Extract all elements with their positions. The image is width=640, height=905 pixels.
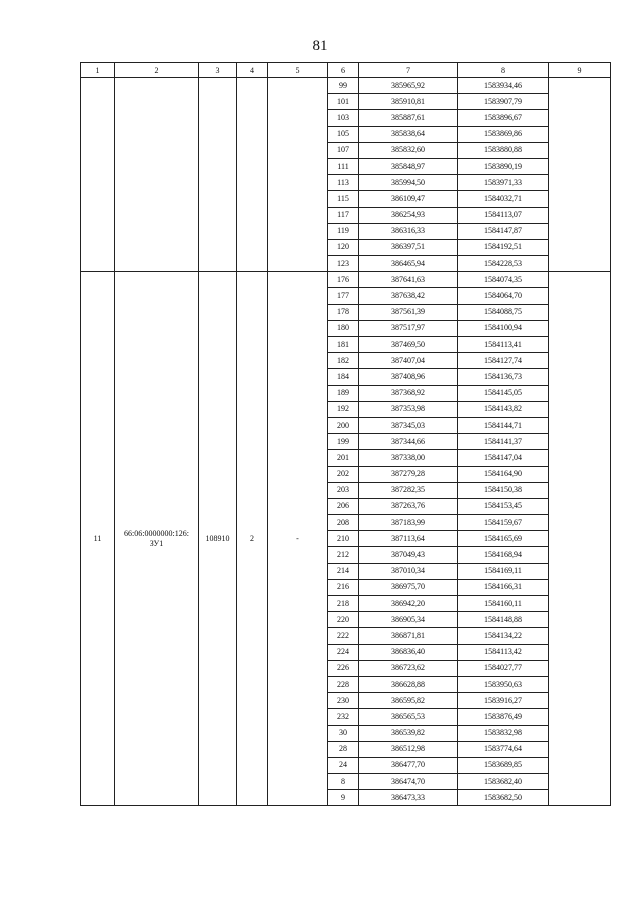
point-number-cell: 182 xyxy=(328,353,359,369)
coordinate-y-cell: 1584147,87 xyxy=(458,223,549,239)
coordinate-y-cell: 1584064,70 xyxy=(458,288,549,304)
coordinate-y-cell: 1583950,63 xyxy=(458,676,549,692)
coordinate-y-cell: 1584136,73 xyxy=(458,369,549,385)
point-number-cell: 99 xyxy=(328,78,359,94)
coordinate-y-cell: 1583869,86 xyxy=(458,126,549,142)
coordinate-y-cell: 1583876,49 xyxy=(458,709,549,725)
coordinate-y-cell: 1584228,53 xyxy=(458,256,549,272)
column-header-7: 7 xyxy=(359,63,458,78)
point-number-cell: 200 xyxy=(328,417,359,433)
coordinate-x-cell: 386565,53 xyxy=(359,709,458,725)
coordinate-x-cell: 386465,94 xyxy=(359,256,458,272)
point-number-cell: 199 xyxy=(328,434,359,450)
coordinate-y-cell: 1584074,35 xyxy=(458,272,549,288)
point-number-cell: 24 xyxy=(328,757,359,773)
coordinate-x-cell: 386871,81 xyxy=(359,628,458,644)
coordinate-x-cell: 387561,39 xyxy=(359,304,458,320)
coordinate-x-cell: 387517,97 xyxy=(359,320,458,336)
coordinate-x-cell: 386595,82 xyxy=(359,693,458,709)
column-9-cell xyxy=(549,272,611,806)
point-number-cell: 123 xyxy=(328,256,359,272)
point-number-cell: 9 xyxy=(328,790,359,806)
point-number-cell: 192 xyxy=(328,401,359,417)
column-header-6: 6 xyxy=(328,63,359,78)
coordinate-x-cell: 387010,34 xyxy=(359,563,458,579)
point-number-cell: 119 xyxy=(328,223,359,239)
coordinate-x-cell: 387263,76 xyxy=(359,498,458,514)
coordinate-y-cell: 1584032,71 xyxy=(458,191,549,207)
coordinate-y-cell: 1584169,11 xyxy=(458,563,549,579)
point-number-cell: 202 xyxy=(328,466,359,482)
coordinate-x-cell: 386539,82 xyxy=(359,725,458,741)
coordinate-y-cell: 1584164,90 xyxy=(458,466,549,482)
point-number-cell: 180 xyxy=(328,320,359,336)
point-number-cell: 107 xyxy=(328,142,359,158)
point-number-cell: 208 xyxy=(328,515,359,531)
point-number-cell: 177 xyxy=(328,288,359,304)
point-number-cell: 218 xyxy=(328,596,359,612)
coordinate-x-cell: 386942,20 xyxy=(359,596,458,612)
coordinate-x-cell: 385832,60 xyxy=(359,142,458,158)
point-number-cell: 28 xyxy=(328,741,359,757)
coordinate-y-cell: 1584192,51 xyxy=(458,239,549,255)
coordinate-x-cell: 387345,03 xyxy=(359,417,458,433)
coordinate-y-cell: 1584165,69 xyxy=(458,531,549,547)
coordinate-y-cell: 1583907,79 xyxy=(458,94,549,110)
page-number: 81 xyxy=(312,38,328,54)
coordinate-x-cell: 385910,81 xyxy=(359,94,458,110)
coordinate-y-cell: 1584141,37 xyxy=(458,434,549,450)
coordinates-table xyxy=(80,62,611,806)
coordinate-x-cell: 385994,50 xyxy=(359,175,458,191)
point-number-cell: 111 xyxy=(328,158,359,174)
coordinate-x-cell: 387407,04 xyxy=(359,353,458,369)
coordinate-x-cell: 386473,33 xyxy=(359,790,458,806)
coordinate-x-cell: 387344,66 xyxy=(359,434,458,450)
column-4-cell: 2 xyxy=(237,272,268,806)
coordinate-y-cell: 1583890,19 xyxy=(458,158,549,174)
coordinate-y-cell: 1584160,11 xyxy=(458,596,549,612)
coordinate-y-cell: 1584168,94 xyxy=(458,547,549,563)
coordinate-y-cell: 1584147,04 xyxy=(458,450,549,466)
coordinate-y-cell: 1583689,85 xyxy=(458,757,549,773)
coordinate-x-cell: 386512,98 xyxy=(359,741,458,757)
coordinate-y-cell: 1584145,05 xyxy=(458,385,549,401)
coordinate-x-cell: 387641,63 xyxy=(359,272,458,288)
coordinate-y-cell: 1584166,31 xyxy=(458,579,549,595)
row-number-cell: 11 xyxy=(81,272,115,806)
coordinate-x-cell: 387338,00 xyxy=(359,450,458,466)
coordinate-y-cell: 1583934,46 xyxy=(458,78,549,94)
column-4-cell xyxy=(237,78,268,272)
column-header-3: 3 xyxy=(199,63,237,78)
table-row xyxy=(81,78,611,94)
coordinate-x-cell: 387049,43 xyxy=(359,547,458,563)
coordinate-x-cell: 387113,64 xyxy=(359,531,458,547)
point-number-cell: 120 xyxy=(328,239,359,255)
coordinate-y-cell: 1584144,71 xyxy=(458,417,549,433)
point-number-cell: 206 xyxy=(328,498,359,514)
coordinate-y-cell: 1583896,67 xyxy=(458,110,549,126)
coordinate-y-cell: 1583682,50 xyxy=(458,790,549,806)
coordinate-x-cell: 386836,40 xyxy=(359,644,458,660)
coordinate-y-cell: 1584143,82 xyxy=(458,401,549,417)
coordinate-x-cell: 387282,35 xyxy=(359,482,458,498)
coordinate-y-cell: 1583971,33 xyxy=(458,175,549,191)
coordinate-y-cell: 1584127,74 xyxy=(458,353,549,369)
point-number-cell: 210 xyxy=(328,531,359,547)
coordinate-x-cell: 386397,51 xyxy=(359,239,458,255)
coordinate-x-cell: 385965,92 xyxy=(359,78,458,94)
table-row xyxy=(81,272,611,288)
column-header-2: 2 xyxy=(115,63,199,78)
point-number-cell: 105 xyxy=(328,126,359,142)
point-number-cell: 101 xyxy=(328,94,359,110)
coordinate-x-cell: 385848,97 xyxy=(359,158,458,174)
column-header-9: 9 xyxy=(549,63,611,78)
coordinate-y-cell: 1584159,67 xyxy=(458,515,549,531)
coordinate-y-cell: 1583880,88 xyxy=(458,142,549,158)
point-number-cell: 30 xyxy=(328,725,359,741)
cadastral-number-cell: 66:06:0000000:126: ЗУ1 xyxy=(115,272,199,806)
point-number-cell: 184 xyxy=(328,369,359,385)
column-header-4: 4 xyxy=(237,63,268,78)
header-row xyxy=(81,63,611,78)
column-header-1: 1 xyxy=(81,63,115,78)
column-5-cell xyxy=(268,78,328,272)
coordinate-y-cell: 1584148,88 xyxy=(458,612,549,628)
column-header-5: 5 xyxy=(268,63,328,78)
coordinate-y-cell: 1583832,98 xyxy=(458,725,549,741)
coordinate-y-cell: 1584027,77 xyxy=(458,660,549,676)
coordinate-x-cell: 387368,92 xyxy=(359,385,458,401)
point-number-cell: 176 xyxy=(328,272,359,288)
point-number-cell: 216 xyxy=(328,579,359,595)
coordinate-x-cell: 386628,88 xyxy=(359,676,458,692)
point-number-cell: 212 xyxy=(328,547,359,563)
point-number-cell: 115 xyxy=(328,191,359,207)
area-cell: 108910 xyxy=(199,272,237,806)
coordinate-x-cell: 387469,50 xyxy=(359,337,458,353)
coordinate-x-cell: 385887,61 xyxy=(359,110,458,126)
coordinate-x-cell: 386723,62 xyxy=(359,660,458,676)
point-number-cell: 232 xyxy=(328,709,359,725)
point-number-cell: 113 xyxy=(328,175,359,191)
point-number-cell: 222 xyxy=(328,628,359,644)
area-cell xyxy=(199,78,237,272)
coordinate-x-cell: 386975,70 xyxy=(359,579,458,595)
point-number-cell: 181 xyxy=(328,337,359,353)
coordinate-y-cell: 1584113,42 xyxy=(458,644,549,660)
point-number-cell: 226 xyxy=(328,660,359,676)
coordinate-y-cell: 1583916,27 xyxy=(458,693,549,709)
point-number-cell: 178 xyxy=(328,304,359,320)
point-number-cell: 8 xyxy=(328,774,359,790)
row-number-cell xyxy=(81,78,115,272)
point-number-cell: 103 xyxy=(328,110,359,126)
coordinate-y-cell: 1584153,45 xyxy=(458,498,549,514)
coordinate-x-cell: 386477,70 xyxy=(359,757,458,773)
coordinate-y-cell: 1583682,40 xyxy=(458,774,549,790)
point-number-cell: 230 xyxy=(328,693,359,709)
coordinate-y-cell: 1584113,07 xyxy=(458,207,549,223)
coordinate-x-cell: 387638,42 xyxy=(359,288,458,304)
coordinate-x-cell: 385838,64 xyxy=(359,126,458,142)
point-number-cell: 214 xyxy=(328,563,359,579)
coordinate-y-cell: 1583774,64 xyxy=(458,741,549,757)
coordinate-x-cell: 386905,34 xyxy=(359,612,458,628)
point-number-cell: 228 xyxy=(328,676,359,692)
cadastral-number-cell xyxy=(115,78,199,272)
column-5-cell: - xyxy=(268,272,328,806)
coordinate-x-cell: 387183,99 xyxy=(359,515,458,531)
coordinate-x-cell: 387279,28 xyxy=(359,466,458,482)
coordinate-x-cell: 387408,96 xyxy=(359,369,458,385)
coordinate-x-cell: 386316,33 xyxy=(359,223,458,239)
point-number-cell: 220 xyxy=(328,612,359,628)
coordinate-x-cell: 386254,93 xyxy=(359,207,458,223)
coordinate-x-cell: 386109,47 xyxy=(359,191,458,207)
point-number-cell: 224 xyxy=(328,644,359,660)
coordinate-y-cell: 1584150,38 xyxy=(458,482,549,498)
coordinate-y-cell: 1584088,75 xyxy=(458,304,549,320)
column-9-cell xyxy=(549,78,611,272)
column-header-8: 8 xyxy=(458,63,549,78)
coordinate-y-cell: 1584113,41 xyxy=(458,337,549,353)
coordinate-x-cell: 386474,70 xyxy=(359,774,458,790)
coordinate-y-cell: 1584134,22 xyxy=(458,628,549,644)
point-number-cell: 117 xyxy=(328,207,359,223)
coordinate-y-cell: 1584100,94 xyxy=(458,320,549,336)
point-number-cell: 201 xyxy=(328,450,359,466)
point-number-cell: 203 xyxy=(328,482,359,498)
coordinate-x-cell: 387353,98 xyxy=(359,401,458,417)
point-number-cell: 189 xyxy=(328,385,359,401)
